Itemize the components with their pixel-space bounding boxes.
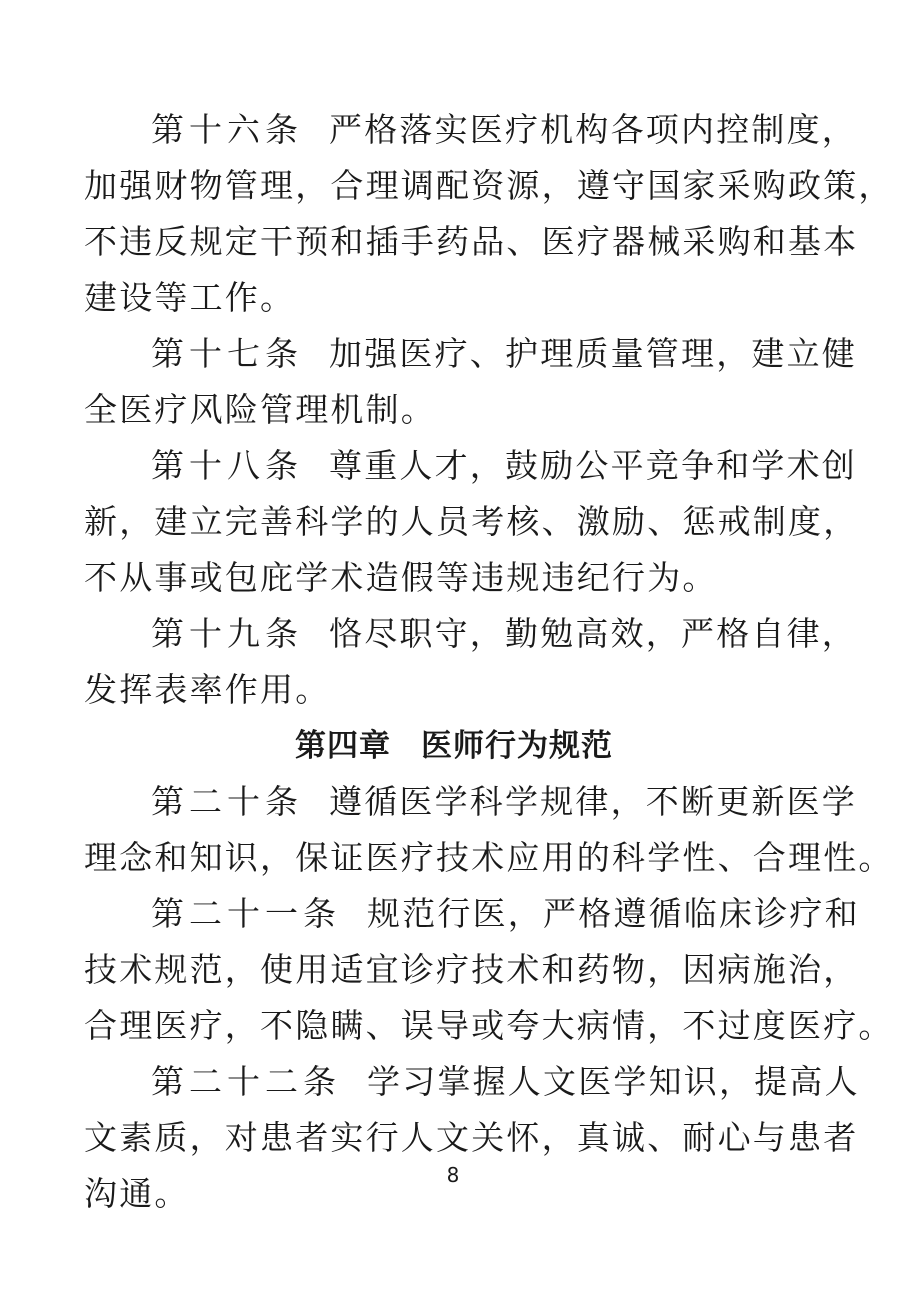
article-18-line-3: 不从事或包庇学术造假等违规违纪行为。 [84, 558, 718, 597]
document-body [84, 102, 894, 1222]
article-21-line-2: 技术规范，使用适宜诊疗技术和药物，因病施治， [84, 950, 859, 989]
page-number: 8 [446, 1163, 460, 1187]
article-22-line-3: 沟通。 [84, 1174, 190, 1213]
article-21-line-1 [84, 886, 860, 942]
article-21-line-3: 合理医疗，不隐瞒、误导或夸大病情，不过度医疗。 [84, 1006, 894, 1045]
article-text: 加强医疗、护理质量管理，建立健 [329, 334, 857, 373]
article-17-line-2: 全医疗风险管理机制。 [84, 390, 436, 429]
article-text: 遵循医学科学规律，不断更新医学 [329, 782, 857, 821]
chapter-title: 医师行为规范 [421, 728, 613, 764]
article-number: 第十九条 [151, 614, 303, 653]
article-text: 恪尽职守，勤勉高效，严格自律， [329, 614, 857, 653]
article-22-line-1 [84, 1054, 860, 1110]
article-text: 尊重人才，鼓励公平竞争和学术创 [329, 446, 857, 485]
article-16-line-1 [84, 102, 857, 158]
article-20-line-2: 理念和知识，保证医疗技术应用的科学性、合理性。 [84, 838, 894, 877]
article-17-line-1 [84, 326, 857, 382]
chapter-heading [84, 718, 824, 774]
article-number: 第十八条 [151, 446, 303, 485]
article-19-line-2: 发挥表率作用。 [84, 670, 331, 709]
article-16-line-2: 加强财物管理，合理调配资源，遵守国家采购政策， [84, 166, 894, 205]
article-22-line-2: 文素质，对患者实行人文关怀，真诚、耐心与患者 [84, 1118, 859, 1157]
article-text: 学习掌握人文医学知识，提高人 [367, 1062, 860, 1101]
article-number: 第十七条 [151, 334, 303, 373]
article-16-line-4: 建设等工作。 [84, 278, 296, 317]
article-text: 严格落实医疗机构各项内控制度， [329, 110, 857, 149]
article-19-line-1 [84, 606, 857, 662]
article-18-line-1 [84, 438, 857, 494]
article-16-line-3: 不违反规定干预和插手药品、医疗器械采购和基本 [84, 222, 859, 261]
chapter-number: 第四章 [295, 728, 391, 764]
article-number: 第二十条 [151, 782, 303, 821]
article-20-line-1 [84, 774, 857, 830]
article-number: 第二十二条 [151, 1062, 341, 1101]
article-text: 规范行医，严格遵循临床诊疗和 [367, 894, 860, 933]
article-number: 第十六条 [151, 110, 303, 149]
article-number: 第二十一条 [151, 894, 341, 933]
article-18-line-2: 新，建立完善科学的人员考核、激励、惩戒制度， [84, 502, 859, 541]
